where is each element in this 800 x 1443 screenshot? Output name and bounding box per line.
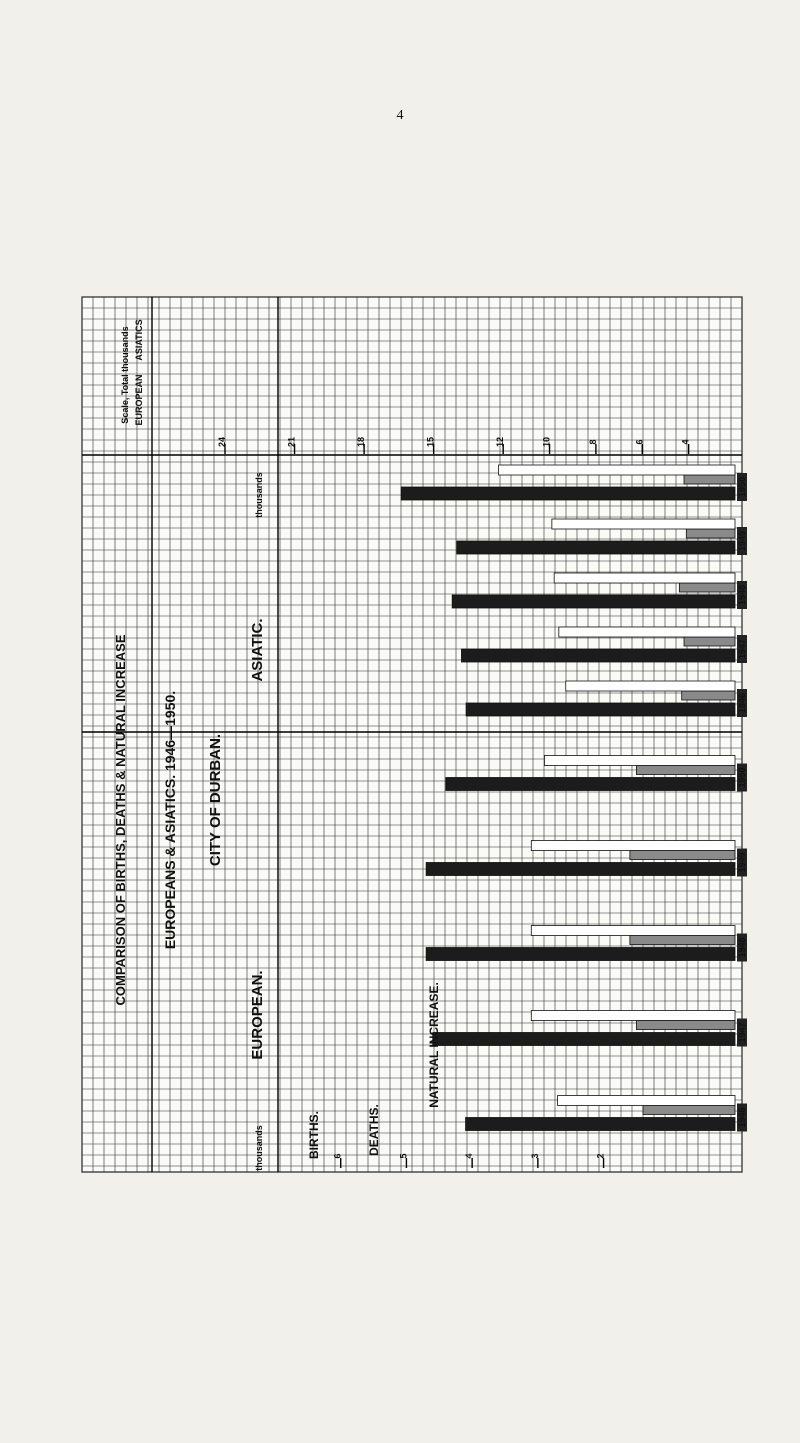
unit-label-asiatic: thousands bbox=[254, 472, 264, 518]
bar-european-2-1950 bbox=[544, 756, 735, 766]
bar-asiatic-0-1947 bbox=[461, 649, 735, 662]
tick-label-18: 18 bbox=[356, 436, 367, 448]
tick-label-4: 4 bbox=[680, 439, 691, 445]
bar-european-0-1947 bbox=[433, 1033, 735, 1046]
bar-asiatic-1-1947 bbox=[684, 637, 735, 646]
tick-label-4: 4 bbox=[464, 1153, 475, 1159]
bar-european-0-1946 bbox=[466, 1118, 735, 1131]
bar-asiatic-0-1950 bbox=[401, 487, 735, 500]
bar-european-1-1946 bbox=[643, 1106, 735, 1115]
bar-european-2-1947 bbox=[531, 1011, 735, 1021]
bar-european-0-1949 bbox=[426, 863, 735, 876]
bar-asiatic-0-1948 bbox=[452, 595, 735, 608]
group-label-asiatic: ASIATIC. bbox=[249, 618, 266, 682]
tick-label-6: 6 bbox=[634, 439, 645, 445]
year-label-1950: 1950 bbox=[737, 767, 747, 788]
chart-subtitle: EUROPEANS & ASIATICS. 1946—1950. bbox=[162, 690, 178, 950]
bar-european-1-1947 bbox=[636, 1021, 735, 1030]
bar-asiatic-1-1946 bbox=[682, 691, 735, 700]
bar-european-1-1950 bbox=[636, 766, 735, 775]
tick-label-8: 8 bbox=[587, 439, 598, 445]
key-scale-label: Scale, Total thousands bbox=[120, 326, 130, 424]
tick-label-10: 10 bbox=[541, 436, 552, 448]
year-label-1948: 1948 bbox=[737, 937, 747, 958]
series-label-deaths: DEATHS. bbox=[367, 1104, 381, 1156]
key-asiatic-label: ASIATICS bbox=[134, 319, 144, 361]
bar-european-2-1949 bbox=[531, 841, 735, 851]
tick-label-3: 3 bbox=[529, 1153, 540, 1159]
series-label-natural-increase: NATURAL INCREASE. bbox=[427, 982, 441, 1108]
bar-european-1-1948 bbox=[630, 936, 735, 945]
bar-european-1-1949 bbox=[630, 851, 735, 860]
bar-asiatic-2-1949 bbox=[552, 519, 735, 529]
bar-european-2-1946 bbox=[558, 1096, 735, 1106]
tick-label-24: 24 bbox=[217, 436, 227, 448]
year-label-1946: 1946 bbox=[737, 692, 747, 714]
bar-asiatic-2-1948 bbox=[554, 573, 735, 583]
bar-european-0-1950 bbox=[446, 778, 735, 791]
year-label-1949: 1949 bbox=[737, 852, 747, 873]
place-label: CITY OF DURBAN. bbox=[207, 733, 224, 867]
tick-label-15: 15 bbox=[425, 436, 436, 448]
bar-asiatic-1-1950 bbox=[684, 475, 735, 484]
tick-label-2: 2 bbox=[595, 1153, 606, 1159]
key-european-label: EUROPEAN bbox=[134, 374, 144, 426]
year-label-1946: 1946 bbox=[737, 1107, 747, 1128]
year-label-1948: 1948 bbox=[737, 584, 747, 606]
unit-label-european: thousands bbox=[254, 1125, 264, 1171]
chart-title: COMPARISON OF BIRTHS, DEATHS & NATURAL INCREASE bbox=[113, 634, 128, 1006]
tick-label-5: 5 bbox=[398, 1153, 409, 1159]
group-label-european: EUROPEAN. bbox=[249, 970, 266, 1060]
bar-asiatic-2-1947 bbox=[559, 627, 735, 637]
tick-label-6: 6 bbox=[332, 1153, 343, 1159]
year-label-1949: 1949 bbox=[737, 530, 747, 552]
tick-label-12: 12 bbox=[495, 436, 506, 448]
bar-asiatic-2-1950 bbox=[499, 465, 735, 475]
bar-asiatic-1-1949 bbox=[686, 529, 735, 538]
year-label-1950: 1950 bbox=[737, 476, 747, 498]
bar-european-2-1948 bbox=[531, 926, 735, 936]
bar-asiatic-1-1948 bbox=[679, 583, 735, 592]
year-label-1947: 1947 bbox=[737, 638, 747, 660]
series-label-births: BIRTHS. bbox=[307, 1111, 321, 1159]
bar-asiatic-0-1946 bbox=[466, 703, 735, 716]
year-label-1947: 1947 bbox=[737, 1022, 747, 1043]
page-number: 4 bbox=[396, 108, 404, 123]
bar-european-0-1948 bbox=[426, 948, 735, 961]
bar-asiatic-0-1949 bbox=[457, 541, 735, 554]
bar-asiatic-2-1946 bbox=[566, 681, 735, 691]
tick-label-21: 21 bbox=[286, 436, 297, 448]
